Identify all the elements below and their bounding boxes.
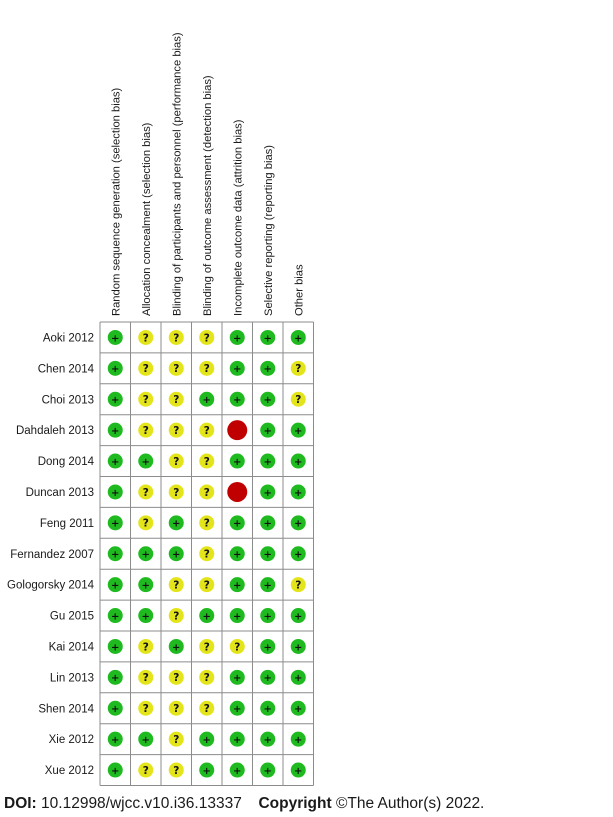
rating-symbol: ? [142, 641, 149, 654]
rating-symbol: ? [173, 764, 180, 777]
rating-symbol: + [141, 611, 150, 623]
rating-symbol: + [141, 580, 150, 592]
rating-symbol: + [111, 487, 120, 499]
rating-symbol: ? [295, 363, 302, 376]
domain-header-5: Incomplete outcome data (attrition bias) [232, 119, 245, 316]
study-label: Lin 2013 [49, 672, 94, 685]
rating-symbol: ? [142, 764, 149, 777]
rating-symbol: ? [142, 517, 149, 530]
rating-symbol: + [263, 456, 272, 468]
rating-symbol: + [111, 765, 120, 777]
rating-symbol: ? [203, 579, 210, 592]
study-label: Kai 2014 [48, 641, 94, 654]
rating-symbol: ? [142, 703, 149, 716]
rating-high-icon [227, 420, 247, 440]
rating-symbol: + [111, 456, 120, 468]
rating-symbol: + [233, 549, 242, 561]
rating-symbol: + [233, 580, 242, 592]
rating-symbol: + [233, 765, 242, 777]
rating-symbol: + [233, 611, 242, 623]
rating-symbol: + [233, 333, 242, 345]
rating-symbol: + [263, 673, 272, 685]
domain-header-4: Blinding of outcome assessment (detection bias) [201, 75, 214, 316]
rating-symbol: + [202, 611, 211, 623]
rating-symbol: + [294, 734, 303, 746]
doi-value: 10.12998/wjcc.v10.i36.13337 [41, 795, 242, 812]
rating-symbol: + [263, 549, 272, 561]
rating-symbol: + [294, 673, 303, 685]
domain-header-2: Allocation concealment (selection bias) [140, 122, 153, 316]
study-label: Fernandez 2007 [10, 548, 94, 561]
rating-symbol: ? [173, 610, 180, 623]
rating-symbol: + [263, 642, 272, 654]
rating-symbol: + [233, 704, 242, 716]
rating-symbol: ? [173, 363, 180, 376]
rating-symbol: ? [173, 579, 180, 592]
rating-symbol: ? [203, 332, 210, 345]
rating-symbol: + [263, 333, 272, 345]
rating-symbol: + [172, 518, 181, 530]
study-label: Dong 2014 [37, 456, 94, 469]
rating-symbol: + [294, 425, 303, 437]
domain-header-3: Blinding of participants and personnel (performance bias) [171, 32, 184, 316]
rating-symbol: + [263, 518, 272, 530]
study-label: Gologorsky 2014 [7, 579, 94, 592]
rating-symbol: ? [173, 394, 180, 407]
domain-header-7: Other bias [293, 264, 306, 316]
rating-symbol: + [294, 765, 303, 777]
rating-symbol: + [111, 704, 120, 716]
rating-symbol: + [233, 395, 242, 407]
rating-symbol: + [263, 580, 272, 592]
copyright-label: Copyright [258, 795, 332, 812]
rating-symbol: + [294, 333, 303, 345]
rating-symbol: ? [142, 332, 149, 345]
rating-symbol: ? [203, 548, 210, 561]
rating-symbol: ? [173, 424, 180, 437]
rating-symbol: + [172, 642, 181, 654]
rating-symbol: + [233, 456, 242, 468]
study-label: Shen 2014 [38, 703, 94, 716]
domain-header-1: Random sequence generation (selection bias) [110, 87, 123, 316]
rating-symbol: + [294, 518, 303, 530]
rating-symbol: + [111, 549, 120, 561]
rating-symbol: + [294, 487, 303, 499]
rating-symbol: + [202, 734, 211, 746]
rating-symbol: + [111, 425, 120, 437]
rating-symbol: + [111, 518, 120, 530]
rating-symbol: + [111, 333, 120, 345]
rating-symbol: ? [295, 579, 302, 592]
rating-symbol: + [294, 549, 303, 561]
rating-symbol: ? [142, 486, 149, 499]
rating-symbol: ? [173, 672, 180, 685]
rating-symbol: + [263, 487, 272, 499]
copyright-value: ©The Author(s) 2022. [335, 795, 485, 812]
rating-symbol: + [111, 642, 120, 654]
rating-symbol: + [111, 611, 120, 623]
rating-symbol: + [141, 456, 150, 468]
rating-symbol: ? [142, 394, 149, 407]
rating-symbol: ? [203, 517, 210, 530]
rating-symbol: + [294, 456, 303, 468]
rating-symbol: + [202, 765, 211, 777]
rating-high-icon [227, 482, 247, 502]
study-label: Xue 2012 [44, 765, 94, 778]
domain-header-6: Selective reporting (reporting bias) [262, 144, 275, 316]
study-label: Chen 2014 [37, 363, 94, 376]
rating-symbol: + [263, 611, 272, 623]
rating-symbol: ? [203, 703, 210, 716]
rating-symbol: ? [173, 455, 180, 468]
rating-symbol: + [263, 765, 272, 777]
rating-symbol: ? [203, 672, 210, 685]
rating-symbol: + [111, 395, 120, 407]
rating-symbol: ? [295, 394, 302, 407]
footer [4, 790, 613, 817]
rating-symbol: + [233, 673, 242, 685]
rating-symbol: + [263, 704, 272, 716]
rating-symbol: + [111, 673, 120, 685]
rating-symbol: + [141, 734, 150, 746]
rating-symbol: ? [203, 363, 210, 376]
rating-symbol: + [294, 611, 303, 623]
rating-symbol: ? [203, 455, 210, 468]
rating-symbol: ? [142, 363, 149, 376]
study-label: Choi 2013 [41, 394, 94, 407]
rating-symbol: ? [203, 424, 210, 437]
rating-symbol: + [263, 364, 272, 376]
rating-symbol: + [263, 395, 272, 407]
rating-symbol: ? [173, 703, 180, 716]
study-label: Feng 2011 [39, 517, 94, 530]
study-label: Duncan 2013 [25, 486, 94, 499]
rating-symbol: + [111, 734, 120, 746]
study-label: Aoki 2012 [42, 332, 94, 345]
doi-label: DOI: [4, 795, 37, 812]
study-label: Xie 2012 [48, 734, 94, 747]
rating-symbol: ? [142, 424, 149, 437]
rating-symbol: + [294, 704, 303, 716]
rating-symbol: ? [173, 486, 180, 499]
rating-symbol: + [141, 549, 150, 561]
rating-symbol: + [111, 580, 120, 592]
rating-symbol: + [294, 642, 303, 654]
rating-symbol: ? [203, 486, 210, 499]
study-label: Dahdaleh 2013 [15, 425, 94, 438]
rating-symbol: ? [142, 672, 149, 685]
study-label: Gu 2015 [49, 610, 94, 623]
rating-symbol: + [263, 425, 272, 437]
rating-symbol: + [172, 549, 181, 561]
rating-symbol: ? [234, 641, 241, 654]
rating-symbol: ? [173, 332, 180, 345]
rating-symbol: + [233, 364, 242, 376]
rating-symbol: + [111, 364, 120, 376]
rating-symbol: + [263, 734, 272, 746]
rating-symbol: + [202, 395, 211, 407]
rating-symbol: ? [173, 733, 180, 746]
rating-symbol: + [233, 518, 242, 530]
rating-symbol: ? [203, 641, 210, 654]
rating-symbol: + [233, 734, 242, 746]
